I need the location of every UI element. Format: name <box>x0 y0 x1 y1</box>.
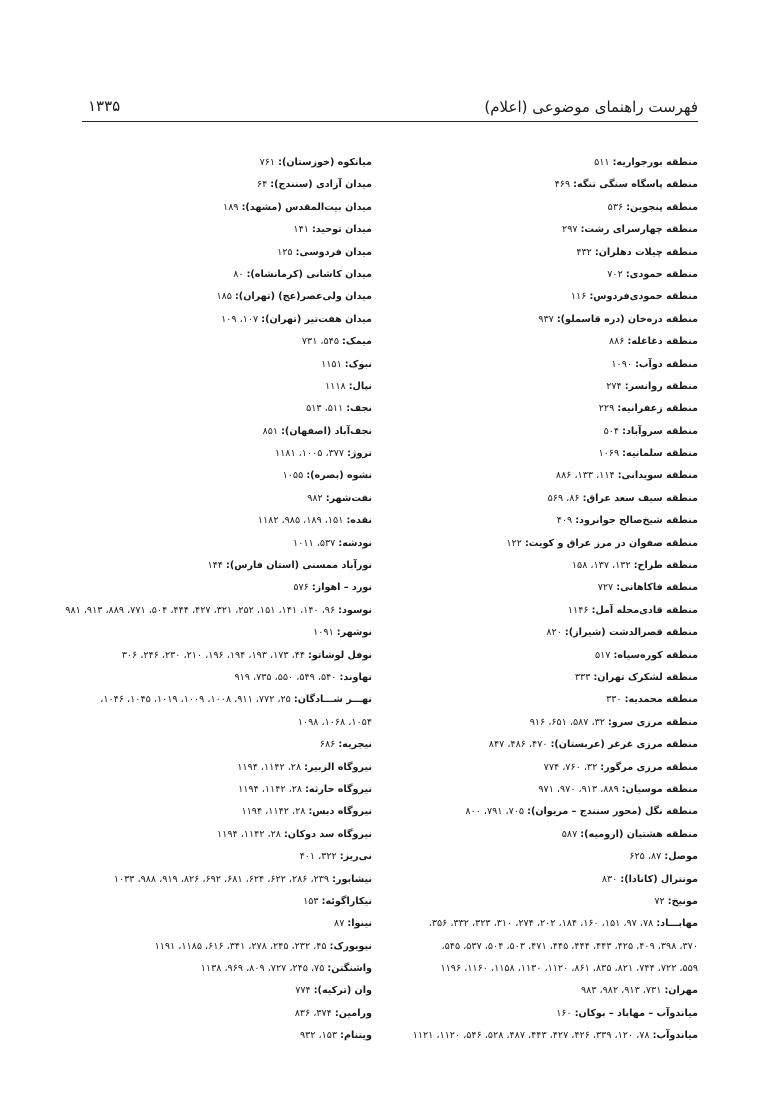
index-term: منطقه دغاغله: <box>627 336 698 348</box>
index-entry <box>388 622 698 644</box>
index-entry <box>72 757 372 779</box>
page-references: ۵۳۷، ۱۰۱۱ <box>293 537 336 549</box>
page-references: ۳۲، ۵۸۷، ۶۵۱، ۹۱۶ <box>529 716 605 728</box>
index-term: منطقه صفوان در مرز عراق و کویت: <box>524 537 698 549</box>
page-references: ۱۵۳، ۹۳۲ <box>299 1030 338 1042</box>
index-entry <box>72 667 372 689</box>
index-entry <box>72 869 372 891</box>
page-references: ۵۵۹، ۷۲۲، ۷۴۴، ۸۲۱، ۸۳۵، ۸۶۱، ۱۱۲۰، ۱۱۳۰، ۱۱۵۸، ۱۱۶۰، ۱۱۹۶ <box>440 963 698 975</box>
index-term: منطقه سلمانیه: <box>622 448 698 460</box>
index-term: منطقه دره‌خان (دره قاسملو): <box>556 313 698 325</box>
index-entry <box>72 152 372 174</box>
page-references: ۱۴۴ <box>207 560 223 572</box>
index-entry <box>388 219 698 241</box>
index-entry <box>72 510 372 532</box>
page-references: ۷۲ <box>654 895 665 907</box>
index-entry <box>388 421 698 443</box>
page-references: ۷۶۱ <box>259 157 276 168</box>
index-entry <box>388 510 698 532</box>
page-references: ۱۱۴، ۱۳۳، ۸۸۶ <box>555 470 615 482</box>
index-term: منطقه نگل (محور سنندج – مریوان): <box>527 806 698 818</box>
page-references: ۸۸۹، ۹۱۳، ۹۷۰، ۹۷۱ <box>538 783 619 795</box>
page-references: ۱۲۲ <box>506 537 522 549</box>
index-entry <box>72 443 372 465</box>
page-references: ۲۹۷ <box>562 224 578 236</box>
index-term: مهران: <box>664 985 698 997</box>
page-references: ۵۴۰، ۵۴۹، ۵۵۰، ۷۳۵، ۹۱۹ <box>234 671 337 683</box>
page-references: ۷۰۵، ۷۹۱، ۸۰۰ <box>465 806 525 818</box>
page-references: ۹۸۲ <box>307 492 323 504</box>
index-term: نفت‌شهر: <box>325 492 372 504</box>
page-references: ۴۳۲ <box>576 246 592 258</box>
index-term: نیروگاه الزبیر: <box>304 761 372 773</box>
index-entry <box>72 824 372 846</box>
page-references: ۵۷۶ <box>293 582 309 594</box>
index-entry <box>72 286 372 308</box>
index-entry <box>72 242 372 264</box>
page-references: ۸۰ <box>233 268 244 280</box>
index-term: نیجریه: <box>338 739 372 751</box>
page-references: ۲۸، ۱۱۴۲، ۱۱۹۴ <box>238 783 302 795</box>
page-references: ۲۸، ۱۱۴۲، ۱۱۹۴ <box>237 761 302 773</box>
running-header-title: فهرست راهنمای موضوعی (اعلام) <box>484 98 698 116</box>
page-references: ۷۰۲ <box>607 268 623 280</box>
index-term: نجف: <box>346 403 372 415</box>
index-term: میاندوآب – مهاباد – بوکان: <box>574 1007 698 1019</box>
index-term: منطقه پنجوین: <box>626 201 698 213</box>
index-entry <box>388 980 698 1002</box>
page-references: ۷۵، ۲۴۵، ۷۲۷، ۸۰۹، ۹۶۹، ۱۱۳۸ <box>200 963 325 975</box>
index-term: نیکاراگوئه: <box>321 895 372 907</box>
page-references: ۷۳۱، ۹۱۳، ۹۸۲، ۹۸۳ <box>581 985 662 997</box>
index-term: منطقه زعفرانیه: <box>617 403 698 415</box>
index-entry <box>388 488 698 510</box>
index-term: منطقه سویدانی: <box>617 470 698 482</box>
index-term: میمک: <box>342 336 372 348</box>
index-term: میدان کاشانی (کرمانشاه): <box>246 268 372 280</box>
page-references: ۵۱۷ <box>594 649 611 661</box>
index-column-left <box>65 152 372 1048</box>
page-references: ۱۱۱۸ <box>325 380 346 392</box>
page-references: ۴۰۹ <box>556 515 573 527</box>
page-references: ۱۵۱، ۱۸۹، ۹۸۵، ۱۱۸۲ <box>257 515 344 527</box>
index-term: منطقه لشکرک تهران: <box>593 671 698 683</box>
index-entry <box>388 600 698 622</box>
index-term: نیشابور: <box>332 873 372 885</box>
index-term: منطقه قصرالدشت (شیراز): <box>564 627 698 639</box>
index-term: نقده: <box>346 515 372 527</box>
index-entry <box>388 801 698 823</box>
page-references: ۸۲۰ <box>546 627 562 639</box>
page-references: ۱۱۶ <box>570 291 587 303</box>
index-entry <box>388 286 698 308</box>
index-entry <box>72 645 372 667</box>
index-entry <box>72 488 372 510</box>
page-references: ۱۰۵۵ <box>282 470 304 482</box>
index-entry <box>388 533 698 555</box>
index-term: نپال: <box>348 380 372 392</box>
page-references: ۵۱۱ <box>594 157 610 168</box>
index-entry <box>72 197 372 219</box>
index-term: منطقه طراح: <box>633 560 698 572</box>
index-entry <box>388 197 698 219</box>
index-entry <box>388 645 698 667</box>
page-references: ۶۸۶ <box>319 739 336 751</box>
index-entry <box>388 309 698 331</box>
index-term: نبوک: <box>344 358 372 370</box>
page-references: ۷۷۴ <box>295 985 311 997</box>
page-references: ۹۶، ۱۴۰، ۱۴۱، ۱۵۱، ۲۵۲، ۳۲۱، ۴۲۷، ۴۴۴، ۵۰۴، ۷۷۱، ۸۸۹، ۹۱۳، ۹۸۱ <box>65 604 336 616</box>
index-term: منطقه پاسگاه سنگی تنگه: <box>573 179 698 191</box>
page-references: ۲۵، ۷۷۲، ۹۱۱، ۱۰۰۸، ۱۰۰۹، ۱۰۱۹، ۱۰۴۵، ۱۰۴۶، <box>100 694 291 706</box>
page-references: ۱۰۵۴، ۱۰۶۸، ۱۰۹۸ <box>297 716 372 728</box>
index-entry <box>388 376 698 398</box>
index-entry <box>388 891 698 913</box>
page-references: ۴۴، ۱۷۳، ۱۹۳، ۱۹۴، ۱۹۶، ۲۱۰، ۲۳۰، ۲۴۶، ۳۰۶ <box>121 649 306 661</box>
page-references: ۳۳۳ <box>574 671 591 683</box>
index-term: منطقه حمودی: <box>625 268 698 280</box>
index-entry <box>388 174 698 196</box>
index-entry <box>388 443 698 465</box>
index-term: منطقه دوآب: <box>635 358 698 370</box>
index-entry <box>388 1025 698 1047</box>
index-entry <box>388 465 698 487</box>
page-references: ۳۲۲، ۴۰۱ <box>299 851 337 863</box>
index-term: میدان توحید: <box>311 224 372 236</box>
index-term: نورد – اهواز: <box>311 582 372 594</box>
index-entry <box>72 264 372 286</box>
index-term: نجف‌آباد (اصفهان): <box>281 425 372 437</box>
index-term: منطقه قادی‌محله آمل: <box>591 604 698 616</box>
index-term: منطقه محمدیه: <box>624 694 698 706</box>
index-entry <box>388 152 698 174</box>
index-entry <box>72 846 372 868</box>
page-references: ۴۶۹ <box>554 179 571 191</box>
page-references: ۱۰۹۱ <box>313 627 334 639</box>
index-entry <box>388 398 698 420</box>
index-term: منطقه هشتیان (ارومیه): <box>580 828 698 840</box>
page-references: ۱۵۳ <box>303 895 319 907</box>
header-rule <box>82 121 698 122</box>
page-references: ۸۶، ۵۶۹ <box>547 492 580 504</box>
index-entry <box>388 264 698 286</box>
index-term: نیروگاه حارثه: <box>305 783 372 795</box>
index-term: نهـــر شـــادگان: <box>293 694 372 706</box>
index-term: واشنگتن: <box>327 963 372 975</box>
index-term: نیروگاه دبس: <box>308 806 372 818</box>
index-entry <box>72 421 372 443</box>
index-term: نودشه: <box>338 537 372 549</box>
index-entry <box>388 936 698 958</box>
page-references: ۷۲۷ <box>597 582 614 594</box>
index-entry <box>388 577 698 599</box>
page-references: ۱۱۵۱ <box>321 358 342 370</box>
index-term: منطقه چهارسرای رشت: <box>580 224 698 236</box>
index-term: نوسود: <box>338 604 372 616</box>
index-column-right <box>388 152 698 1048</box>
index-term: نروژ: <box>347 448 372 460</box>
page-references: ۴۷۰، ۴۸۶، ۸۴۷ <box>488 739 548 751</box>
index-entry <box>72 958 372 980</box>
index-entry <box>388 712 698 734</box>
index-term: منطقه سیف سعد عراق: <box>582 492 698 504</box>
index-entry <box>388 869 698 891</box>
page-references: ۹۳۷ <box>538 313 554 325</box>
page-references: ۱۱۴۶ <box>567 604 589 616</box>
index-term: میانکوه (خوزستان): <box>278 157 372 168</box>
page-references: ۵۳۶ <box>607 201 624 213</box>
index-entry <box>72 734 372 756</box>
page-references: ۲۸، ۱۱۴۲، ۱۱۹۴ <box>241 806 306 818</box>
index-term: نیروگاه سد دوکان: <box>283 828 372 840</box>
page-references: ۵۰۴ <box>603 425 620 437</box>
page-references: ۱۳۲، ۱۳۷، ۱۵۸ <box>571 560 631 572</box>
page-references: ۸۸۶ <box>609 336 625 348</box>
index-term: منطقه بورجواریه: <box>612 157 698 168</box>
index-entry <box>72 533 372 555</box>
index-entry <box>72 331 372 353</box>
index-entry <box>72 1003 372 1025</box>
index-term: منطقه روانسر: <box>624 380 698 392</box>
index-entry <box>72 398 372 420</box>
page-references: ۱۸۵ <box>216 291 232 303</box>
page-references: ۱۰۷، ۱۰۹ <box>221 313 259 325</box>
index-entry <box>72 376 372 398</box>
index-entry <box>388 757 698 779</box>
index-entry <box>72 689 372 711</box>
index-term: نیویورک: <box>329 940 372 952</box>
index-entry <box>72 174 372 196</box>
page-references: ۱۸۹ <box>223 201 239 213</box>
index-term: منطقه فاکاهانی: <box>616 582 698 594</box>
index-term: منطقه چیلات دهلران: <box>594 246 698 258</box>
index-term: مونترال (کانادا): <box>620 873 698 885</box>
index-term: ورامین: <box>334 1007 372 1019</box>
index-entry <box>72 712 372 734</box>
index-entry <box>388 958 698 980</box>
page-references: ۳۷۰، ۳۹۸، ۴۰۹، ۴۲۵، ۴۴۳، ۴۴۴، ۴۴۵، ۴۷۱، ۵۰۳، ۵۰۴، ۵۳۷، ۵۴۵، <box>441 940 698 952</box>
page-number: ۱۳۳۵ <box>88 97 121 115</box>
page-references: ۳۷۷، ۱۰۰۵، ۱۱۸۱ <box>275 448 345 460</box>
page-references: ۵۸۷ <box>561 828 578 840</box>
page-references: ۷۸، ۱۲۰، ۳۳۹، ۴۲۶، ۴۲۷، ۴۴۳، ۴۸۷، ۵۲۸، ۵۴۶، ۱۱۲۰، ۱۱۲۱ <box>412 1030 650 1042</box>
index-entry <box>72 801 372 823</box>
page-references: ۳۲، ۷۶۰، ۷۷۴ <box>543 761 598 773</box>
index-term: نوفل لوشاتو: <box>308 649 372 661</box>
index-entry <box>388 667 698 689</box>
index-term: میدان آزادی (سنندج): <box>270 179 372 191</box>
index-term: منطقه حمودی‌فردوس: <box>589 291 698 303</box>
page-references: ۵۱۱، ۵۱۳ <box>306 403 344 415</box>
index-term: وان (ترکیه): <box>313 985 372 997</box>
index-term: منطقه کوره‌سیاه: <box>613 649 698 661</box>
page-references: ۸۵۱ <box>262 425 279 437</box>
index-entry <box>72 980 372 1002</box>
index-entry <box>72 622 372 644</box>
index-term: منطقه موسیان: <box>621 783 698 795</box>
index-term: منطقه شیخ‌صالح جوانرود: <box>575 515 698 527</box>
index-entry <box>72 1025 372 1047</box>
index-term: مونیخ: <box>667 895 698 907</box>
index-entry <box>72 577 372 599</box>
index-term: موصل: <box>664 851 698 863</box>
index-entry <box>388 913 698 935</box>
page-references: ۵۴۵، ۷۳۱ <box>301 336 339 348</box>
index-entry <box>72 779 372 801</box>
page-references: ۱۰۹۰ <box>611 358 633 370</box>
index-term: میاندوآب: <box>652 1030 698 1042</box>
index-entry <box>388 1003 698 1025</box>
index-entry <box>388 331 698 353</box>
page-references: ۴۵، ۲۳۲، ۲۴۵، ۲۷۸، ۳۴۱، ۶۱۶، ۱۱۸۵، ۱۱۹۱ <box>154 940 327 952</box>
page-references: ۱۴۱ <box>293 224 309 236</box>
index-entry <box>388 846 698 868</box>
page-references: ۱۲۵ <box>277 246 293 258</box>
index-term: نورآباد ممسنی (استان فارس): <box>225 560 372 572</box>
page-references: ۲۲۹ <box>598 403 615 415</box>
index-entry <box>72 936 372 958</box>
index-term: منطقه مرزی غرغر (عربستان): <box>550 739 698 751</box>
index-term: نشوه (بصره): <box>306 470 372 482</box>
page-references: ۲۷۴ <box>606 380 622 392</box>
index-term: نینوا: <box>347 918 372 930</box>
index-term: منطقه مرزی سرو: <box>607 716 698 728</box>
index-term: میدان ولی‌عصر(عج) (تهران): <box>234 291 372 303</box>
page-references: ۳۳۰ <box>606 694 622 706</box>
page-references: ۲۸، ۱۱۴۲، ۱۱۹۴ <box>217 828 281 840</box>
page-references: ۸۳۰ <box>601 873 618 885</box>
index-term: میدان هفت‌تیر (تهران): <box>261 313 372 325</box>
page-references: ۱۰۶۹ <box>598 448 620 460</box>
index-term: مهابـــاد: <box>656 918 698 930</box>
index-entry <box>388 824 698 846</box>
index-term: نی‌ریز: <box>339 851 372 863</box>
index-term: منطقه سروآباد: <box>622 425 698 437</box>
index-entry <box>72 555 372 577</box>
index-entry <box>388 734 698 756</box>
index-entry <box>72 219 372 241</box>
index-term: میدان بیت‌المقدس (مشهد): <box>241 201 372 213</box>
page-references: ۶۴ <box>256 179 268 191</box>
index-term: نهاوند: <box>339 671 372 683</box>
index-entry <box>388 354 698 376</box>
page-references: ۲۳۹، ۲۸۶، ۶۲۲، ۶۲۴، ۶۸۱، ۶۹۲، ۸۲۶، ۹۱۹، ۹۸۸، ۱۰۳۳ <box>113 873 330 885</box>
page-references: ۱۶۰ <box>556 1007 572 1019</box>
page-references: ۳۷۴، ۸۳۶ <box>294 1007 332 1019</box>
index-term: میدان فردوسی: <box>295 246 372 258</box>
page-references: ۸۷، ۶۲۵ <box>629 851 662 863</box>
index-entry <box>388 779 698 801</box>
index-entry <box>72 354 372 376</box>
index-entry <box>72 465 372 487</box>
index-entry <box>72 913 372 935</box>
page-references: ۷۸، ۹۷، ۱۵۱، ۱۶۰، ۱۸۴، ۲۰۲، ۲۷۴، ۳۱۰، ۳۲۳، ۳۳۲، ۳۵۶، <box>428 918 654 930</box>
index-term: ویتنام: <box>340 1030 372 1042</box>
index-entry <box>388 555 698 577</box>
index-term: نوشهر: <box>336 627 372 639</box>
index-entry <box>72 309 372 331</box>
index-term: منطقه مرزی مرگور: <box>600 761 698 773</box>
index-entry <box>65 600 372 622</box>
index-entry <box>388 242 698 264</box>
index-entry <box>388 689 698 711</box>
page-references: ۸۷ <box>334 918 345 930</box>
index-entry <box>72 891 372 913</box>
